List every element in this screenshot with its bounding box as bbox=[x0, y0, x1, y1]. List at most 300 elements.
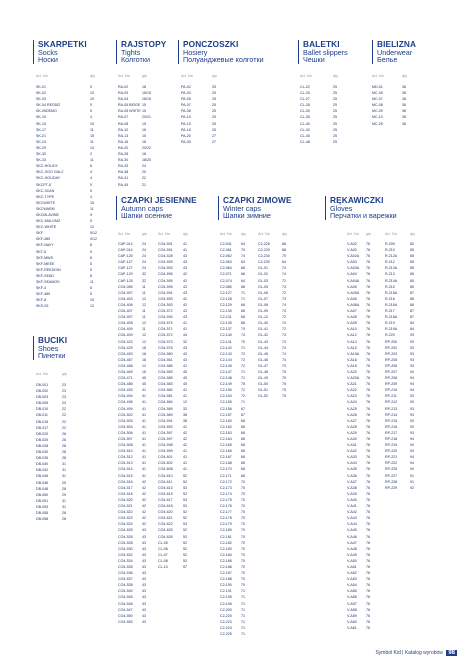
cell-qty: 76 bbox=[366, 321, 370, 326]
cell-qty: 76 bbox=[366, 296, 370, 301]
cell-art-no: CO4-502 bbox=[118, 412, 133, 417]
cell-qty: 12 bbox=[90, 225, 94, 230]
page-footer bbox=[375, 650, 457, 656]
cell-qty: 11 bbox=[90, 127, 94, 132]
cell-qty: 12 bbox=[142, 302, 146, 307]
cell-art-no: CO4-572 bbox=[158, 333, 173, 338]
cell-qty: 72 bbox=[282, 290, 286, 295]
column-header: Art. No bbox=[220, 232, 232, 236]
cell-art-no: RP-212 bbox=[385, 400, 398, 405]
cell-qty: 75 bbox=[282, 376, 286, 381]
cell-qty: 68 bbox=[241, 473, 245, 478]
section-title-en: Gloves bbox=[330, 203, 353, 213]
cell-art-no: PA-10 bbox=[181, 115, 191, 120]
cell-art-no: V-A03A bbox=[347, 266, 360, 271]
cell-qty: 76 bbox=[366, 497, 370, 502]
section-title: BALETKI bbox=[303, 39, 340, 49]
cell-art-no: C2-178 bbox=[220, 516, 232, 521]
cell-art-no: V-A28 bbox=[347, 424, 357, 429]
cell-art-no: C2-167 bbox=[220, 455, 232, 460]
cell-qty: 43 bbox=[183, 309, 187, 314]
cell-art-no: CO4-611 bbox=[158, 479, 173, 484]
cell-qty: 68 bbox=[241, 424, 245, 429]
cell-qty: 76 bbox=[366, 564, 370, 569]
cell-qty: 70 bbox=[241, 571, 245, 576]
cell-qty: 74 bbox=[282, 351, 286, 356]
cell-qty: 68 bbox=[241, 449, 245, 454]
cell-art-no: CO4-585 bbox=[158, 376, 173, 381]
cell-art-no: DB-017 bbox=[36, 425, 49, 430]
cell-qty: 73 bbox=[282, 363, 286, 368]
cell-qty: 76 bbox=[366, 357, 370, 362]
cell-art-no: CO4-591 bbox=[158, 290, 173, 295]
cell-art-no: GL-45 bbox=[258, 351, 268, 356]
cell-qty: 42 bbox=[183, 302, 187, 307]
cell-qty: 43 bbox=[142, 601, 146, 606]
cell-qty: 2 bbox=[90, 152, 92, 157]
cell-qty: 70 bbox=[241, 479, 245, 484]
cell-art-no: CL-05 bbox=[158, 540, 168, 545]
cell-art-no: CO4-408 bbox=[118, 321, 133, 326]
cell-qty: 70 bbox=[241, 339, 245, 344]
cell-qty: 41 bbox=[142, 418, 146, 423]
cell-qty: 36 bbox=[402, 85, 406, 89]
cell-art-no: CO4-546 bbox=[118, 601, 133, 606]
cell-qty: 45 bbox=[142, 376, 146, 381]
cell-art-no: CO4-528 bbox=[118, 540, 133, 545]
cell-art-no: SK-05DEMO bbox=[36, 109, 57, 114]
cell-qty: 29 bbox=[62, 492, 66, 497]
cell-art-no: RA-02 bbox=[118, 85, 129, 89]
cell-qty: 71 bbox=[241, 601, 245, 606]
cell-art-no: C2-176 bbox=[220, 504, 232, 509]
cell-qty: 38 bbox=[183, 418, 187, 423]
cell-art-no: V-A22 bbox=[347, 388, 357, 393]
cell-art-no: SK-24 bbox=[36, 139, 46, 144]
cell-qty: 68 bbox=[241, 467, 245, 472]
cell-qty: 41 bbox=[183, 467, 187, 472]
cell-qty: 15 bbox=[90, 133, 94, 138]
cell-art-no: CO4-574 bbox=[158, 321, 173, 326]
cell-qty: 91 bbox=[410, 473, 414, 478]
cell-qty: 18 bbox=[142, 85, 146, 89]
cell-art-no: V-A02 bbox=[347, 248, 357, 253]
cell-qty: 41 bbox=[142, 388, 146, 393]
cell-qty: 24 bbox=[142, 164, 146, 169]
section-title-en: Tights bbox=[121, 47, 141, 57]
cell-qty: 5 bbox=[90, 267, 92, 272]
cell-qty: 41 bbox=[183, 242, 187, 246]
cell-qty: 74 bbox=[241, 333, 245, 338]
cell-qty: 93 bbox=[410, 339, 414, 344]
section-title-ru: Полуанджевые колготки bbox=[183, 55, 264, 65]
cell-qty: 94 bbox=[410, 443, 414, 448]
cell-qty: 42 bbox=[142, 497, 146, 502]
cell-qty: 52 bbox=[183, 479, 187, 484]
cell-qty: 94 bbox=[410, 467, 414, 472]
cell-art-no: V-A04 bbox=[347, 272, 357, 277]
cell-art-no: CO4-560 bbox=[158, 351, 173, 356]
cell-art-no: RP-217 bbox=[385, 430, 398, 435]
cell-qty: 76 bbox=[366, 504, 370, 509]
cell-qty: 10 bbox=[90, 97, 94, 102]
cell-art-no: SKCMLAVINE bbox=[36, 212, 59, 217]
cell-art-no: SKF bbox=[36, 231, 43, 236]
cell-qty: 42 bbox=[183, 278, 187, 283]
column-header: Art. No bbox=[118, 232, 130, 236]
cell-art-no: R-215A bbox=[385, 290, 398, 295]
cell-art-no: CO4-503 bbox=[118, 418, 133, 423]
cell-art-no: V-A20A bbox=[347, 376, 360, 381]
cell-qty: 70 bbox=[241, 516, 245, 521]
cell-art-no: RA-07 bbox=[118, 115, 129, 120]
cell-qty: 41 bbox=[183, 321, 187, 326]
cell-art-no: SK-04 REDDIZ bbox=[36, 103, 61, 108]
cell-art-no: GL-51 bbox=[258, 388, 268, 393]
cell-art-no: CO4-522 bbox=[118, 510, 133, 515]
column-header: qty bbox=[142, 232, 148, 236]
cell-qty: 22 bbox=[142, 176, 146, 181]
cell-art-no: CO4-530 bbox=[118, 546, 133, 551]
cell-art-no: CO4-537 bbox=[118, 577, 133, 582]
cell-qty: 23 bbox=[62, 389, 66, 394]
cell-art-no: CO4-423 bbox=[118, 339, 133, 344]
cell-art-no: V-A30 bbox=[347, 437, 357, 441]
cell-qty: 76 bbox=[366, 284, 370, 289]
cell-art-no: CO4-528 bbox=[158, 254, 173, 259]
cell-qty: 70 bbox=[241, 577, 245, 582]
cell-art-no: V-A05A bbox=[347, 290, 360, 295]
cell-art-no: CO4-471 bbox=[118, 376, 133, 381]
cell-art-no: V-A40 bbox=[347, 497, 357, 502]
cell-qty: 43 bbox=[142, 564, 146, 569]
cell-qty: 22 bbox=[62, 419, 66, 424]
cell-art-no: SKF-485 bbox=[36, 292, 51, 297]
cell-qty: 76 bbox=[366, 437, 370, 441]
cell-qty: 43 bbox=[183, 345, 187, 350]
cell-art-no: V-A03 bbox=[347, 260, 357, 265]
cell-qty: 93 bbox=[410, 412, 414, 417]
cell-art-no: CO4-626 bbox=[158, 534, 173, 539]
section-title-en: Shoes bbox=[38, 343, 59, 353]
cell-art-no: R-219 bbox=[385, 321, 395, 326]
cell-qty: 85 bbox=[410, 266, 414, 271]
cell-art-no: R-220 bbox=[385, 333, 395, 338]
cell-qty: 43 bbox=[142, 552, 146, 557]
cell-art-no: CO4-581 bbox=[158, 394, 173, 399]
cell-qty: 76 bbox=[366, 443, 370, 448]
column-header: qty bbox=[183, 232, 189, 236]
section-heading bbox=[33, 40, 93, 64]
cell-art-no: RA-05 BEIGE bbox=[118, 103, 141, 108]
cell-qty: 32 bbox=[183, 406, 187, 411]
cell-art-no: SKF-NAVY bbox=[36, 243, 54, 248]
cell-art-no: CO4-494 bbox=[118, 394, 133, 399]
cell-art-no: DB-003 bbox=[36, 395, 49, 400]
cell-qty: 28 bbox=[62, 510, 66, 515]
cell-qty: 25 bbox=[212, 91, 216, 96]
cell-qty: 12 bbox=[142, 363, 146, 368]
cell-qty: 42 bbox=[183, 272, 187, 277]
cell-art-no: R-209 bbox=[385, 242, 395, 246]
cell-qty: 52 bbox=[183, 546, 187, 551]
cell-art-no: V-A26 bbox=[347, 412, 357, 417]
cell-qty: 71 bbox=[241, 619, 245, 624]
cell-art-no: C2-080 bbox=[220, 284, 232, 289]
cell-art-no: C2-165 bbox=[220, 443, 232, 448]
cell-art-no: CO4-525 bbox=[118, 528, 133, 533]
cell-qty: 76 bbox=[366, 424, 370, 429]
cell-art-no: CO4-540 bbox=[118, 589, 133, 594]
cell-art-no: GL-47 bbox=[258, 363, 268, 368]
cell-qty: 43 bbox=[142, 577, 146, 582]
cell-art-no: SK-01 bbox=[36, 85, 46, 89]
cell-qty: 76 bbox=[366, 254, 370, 259]
cell-qty: 43 bbox=[142, 619, 146, 624]
cell-art-no: CO4-621 bbox=[158, 516, 173, 521]
cell-qty: 11 bbox=[142, 327, 146, 332]
cell-qty: 64 bbox=[241, 242, 245, 246]
cell-qty: 85 bbox=[410, 272, 414, 277]
cell-art-no: CL-22 bbox=[300, 85, 310, 89]
cell-art-no: V-A41 bbox=[347, 504, 357, 509]
cell-art-no: RP-227 bbox=[385, 473, 398, 478]
cell-art-no: RP-202 bbox=[385, 345, 398, 350]
cell-qty: 36 bbox=[402, 121, 406, 126]
cell-art-no: SKF-SEAMOS bbox=[36, 280, 60, 284]
cell-art-no: GL-50 bbox=[258, 382, 268, 387]
cell-qty: 53 bbox=[183, 504, 187, 509]
cell-qty: 76 bbox=[366, 619, 370, 624]
cell-art-no: CO4-602 bbox=[158, 461, 173, 466]
cell-art-no: CO4-532 bbox=[118, 552, 133, 557]
cell-art-no: C2-224 bbox=[220, 625, 232, 630]
cell-art-no: V-A49 bbox=[347, 552, 357, 557]
cell-art-no: PA-30 bbox=[181, 139, 191, 144]
section-title-ru: Перчатки и варежки bbox=[330, 211, 397, 221]
cell-art-no: RA-08 bbox=[118, 121, 129, 126]
cell-qty: 76 bbox=[366, 449, 370, 454]
cell-art-no: PA-20 bbox=[181, 133, 191, 138]
cell-art-no: C2-171 bbox=[220, 473, 232, 478]
section-title: CZAPKI JESIENNE bbox=[121, 195, 197, 205]
cell-art-no: CO4-065 bbox=[118, 284, 133, 289]
cell-qty: 43 bbox=[142, 558, 146, 563]
cell-art-no: C2-140 bbox=[220, 333, 232, 338]
cell-art-no: SKC-WHITE bbox=[36, 225, 57, 230]
cell-art-no: V-A33 bbox=[347, 455, 357, 460]
cell-art-no: V-A52 bbox=[347, 571, 357, 576]
cell-art-no: C2-148 bbox=[220, 376, 232, 381]
cell-qty: 15 bbox=[90, 200, 94, 205]
cell-art-no: RP-213 bbox=[385, 406, 398, 411]
cell-art-no: C2-129 bbox=[220, 302, 232, 307]
cell-art-no: C2-229 bbox=[258, 248, 270, 253]
cell-art-no: C2-181 bbox=[220, 534, 232, 539]
section-title-ru: Шапки осенние bbox=[121, 211, 173, 221]
cell-qty: 93 bbox=[410, 363, 414, 368]
cell-qty: 76 bbox=[366, 333, 370, 338]
cell-qty: 36 bbox=[402, 91, 406, 96]
cell-art-no: R-216 bbox=[385, 296, 395, 301]
cell-art-no: SKF-MEEE bbox=[36, 261, 55, 266]
cell-qty: 12 bbox=[142, 339, 146, 344]
section-title-en: Ballet slippers bbox=[303, 47, 348, 57]
cell-art-no: V-A36 bbox=[347, 473, 357, 478]
cell-qty: 67 bbox=[241, 412, 245, 417]
cell-qty: 25 bbox=[333, 103, 337, 108]
cell-art-no: CO4-453 bbox=[118, 351, 133, 356]
cell-art-no: CO4-504 bbox=[118, 424, 133, 429]
cell-qty: 52 bbox=[183, 528, 187, 533]
cell-art-no: C2-147 bbox=[220, 369, 232, 374]
cell-art-no: CAP-129 bbox=[118, 272, 133, 277]
cell-qty: 12 bbox=[90, 304, 94, 309]
cell-qty: 85 bbox=[410, 278, 414, 283]
cell-qty: 87 bbox=[410, 290, 414, 295]
cell-art-no: MC-08 bbox=[372, 103, 383, 108]
cell-art-no: V-A37 bbox=[347, 479, 357, 484]
cell-qty: 43 bbox=[183, 315, 187, 320]
cell-qty: 5 bbox=[90, 249, 92, 254]
cell-qty: 68 bbox=[241, 461, 245, 466]
cell-qty: 87 bbox=[410, 315, 414, 320]
cell-qty: 18 bbox=[142, 152, 146, 157]
section-heading bbox=[33, 336, 93, 360]
cell-qty: 71 bbox=[241, 613, 245, 618]
cell-qty: 43 bbox=[183, 351, 187, 356]
cell-qty: 70 bbox=[241, 546, 245, 551]
cell-qty: 74 bbox=[282, 302, 286, 307]
cell-qty: 41 bbox=[142, 424, 146, 429]
cell-art-no: CO4-613 bbox=[158, 485, 173, 490]
cell-art-no: C2-185 bbox=[220, 558, 232, 563]
cell-art-no: SK-29 bbox=[36, 145, 46, 150]
cell-qty: 42 bbox=[183, 430, 187, 435]
cell-qty: 68 bbox=[241, 455, 245, 460]
cell-art-no: C2-144 bbox=[220, 357, 232, 362]
cell-qty: 76 bbox=[366, 534, 370, 539]
cell-qty: 83 bbox=[410, 242, 414, 246]
cell-art-no: DB-015 bbox=[36, 419, 49, 424]
cell-qty: 76 bbox=[366, 388, 370, 393]
cell-qty: 16/15 bbox=[142, 91, 151, 96]
section-heading bbox=[218, 196, 308, 220]
cell-art-no: GL-46 bbox=[258, 357, 268, 362]
cell-art-no: C2-186 bbox=[220, 564, 232, 569]
cell-art-no: CL-08 bbox=[158, 558, 168, 563]
column-header: Art. No bbox=[36, 372, 48, 376]
cell-qty: 41 bbox=[142, 449, 146, 454]
cell-art-no: V-A44 bbox=[347, 522, 357, 527]
cell-qty: 74 bbox=[282, 321, 286, 326]
cell-qty: 87 bbox=[410, 309, 414, 314]
cell-qty: 16 bbox=[142, 369, 146, 374]
cell-art-no: V-A46 bbox=[347, 534, 357, 539]
cell-qty: 25 bbox=[333, 91, 337, 96]
cell-art-no: DB-046 bbox=[36, 480, 49, 485]
cell-art-no: RA-10 bbox=[118, 127, 129, 132]
cell-art-no: C2-170 bbox=[220, 467, 232, 472]
cell-art-no: SKF-4 bbox=[36, 286, 47, 291]
cell-qty: 4 bbox=[90, 170, 92, 175]
section-title: PONCZOSZKI bbox=[183, 39, 239, 49]
cell-qty: 86 bbox=[410, 302, 414, 307]
cell-qty: 68 bbox=[241, 272, 245, 277]
column-header: Art. No bbox=[300, 74, 312, 78]
cell-art-no: SKC-TYPE bbox=[36, 194, 54, 199]
column-header: Art. No bbox=[258, 232, 270, 236]
cell-qty: 72 bbox=[241, 363, 245, 368]
section-title: SKARPETKI bbox=[38, 39, 87, 49]
cell-qty: 74 bbox=[282, 333, 286, 338]
cell-qty: 36 bbox=[402, 109, 406, 114]
cell-art-no: CL-07 bbox=[158, 552, 168, 557]
section-title-ru: Чешки bbox=[303, 55, 325, 65]
cell-qty: 43 bbox=[142, 540, 146, 545]
cell-qty: 18 bbox=[142, 357, 146, 362]
cell-art-no: SKC-HOLIDAY bbox=[36, 176, 61, 181]
cell-art-no: CO4-550 bbox=[118, 613, 133, 618]
cell-qty: 43 bbox=[183, 357, 187, 362]
cell-qty: 11 bbox=[90, 280, 94, 284]
cell-qty: 27 bbox=[212, 133, 216, 138]
cell-qty: 76 bbox=[366, 242, 370, 246]
cell-art-no: CO4-524 bbox=[118, 522, 133, 527]
section-heading bbox=[116, 40, 176, 64]
cell-qty: 26 bbox=[62, 431, 66, 436]
cell-qty: 70 bbox=[241, 528, 245, 533]
cell-qty: 41 bbox=[142, 437, 146, 441]
cell-art-no: RP-225 bbox=[385, 467, 398, 472]
cell-qty: 43 bbox=[142, 583, 146, 588]
cell-art-no: C2-143 bbox=[220, 351, 232, 356]
cell-art-no: C2-226 bbox=[258, 242, 270, 246]
cell-qty: 41 bbox=[142, 461, 146, 466]
cell-qty: 93 bbox=[410, 400, 414, 405]
cell-qty: 8 bbox=[90, 243, 92, 248]
section-title-en: Socks bbox=[38, 47, 58, 57]
cell-art-no: V-A06A bbox=[347, 302, 360, 307]
cell-art-no: V-A56 bbox=[347, 595, 357, 600]
cell-art-no: CO4-467 bbox=[118, 357, 133, 362]
cell-qty: 41 bbox=[142, 430, 146, 435]
cell-qty: 32 bbox=[142, 278, 146, 283]
cell-art-no: GL-48 bbox=[258, 369, 268, 374]
cell-qty: 6 bbox=[90, 164, 92, 169]
cell-qty: 76 bbox=[366, 400, 370, 405]
cell-qty: 73 bbox=[282, 339, 286, 344]
cell-art-no: RP-209 bbox=[385, 382, 398, 387]
column-header: Art. No bbox=[347, 232, 359, 236]
cell-art-no: DB-042 bbox=[36, 468, 49, 473]
section-title-en: Underwear bbox=[377, 47, 413, 57]
cell-art-no: DB-025 bbox=[36, 437, 49, 442]
cell-qty: 76 bbox=[366, 351, 370, 356]
cell-qty: 57 bbox=[183, 564, 187, 569]
page-number: 98 bbox=[448, 650, 455, 656]
cell-art-no: C2-168 bbox=[220, 461, 232, 466]
cell-qty: 93 bbox=[410, 345, 414, 350]
column-header: qty bbox=[282, 232, 288, 236]
cell-qty: 70 bbox=[241, 552, 245, 557]
cell-qty: 76 bbox=[366, 430, 370, 435]
column-header: qty bbox=[402, 74, 408, 78]
cell-art-no: C2-182 bbox=[220, 540, 232, 545]
cell-qty: 68 bbox=[241, 315, 245, 320]
cell-qty: 10 bbox=[90, 91, 94, 96]
cell-qty: 70 bbox=[241, 558, 245, 563]
